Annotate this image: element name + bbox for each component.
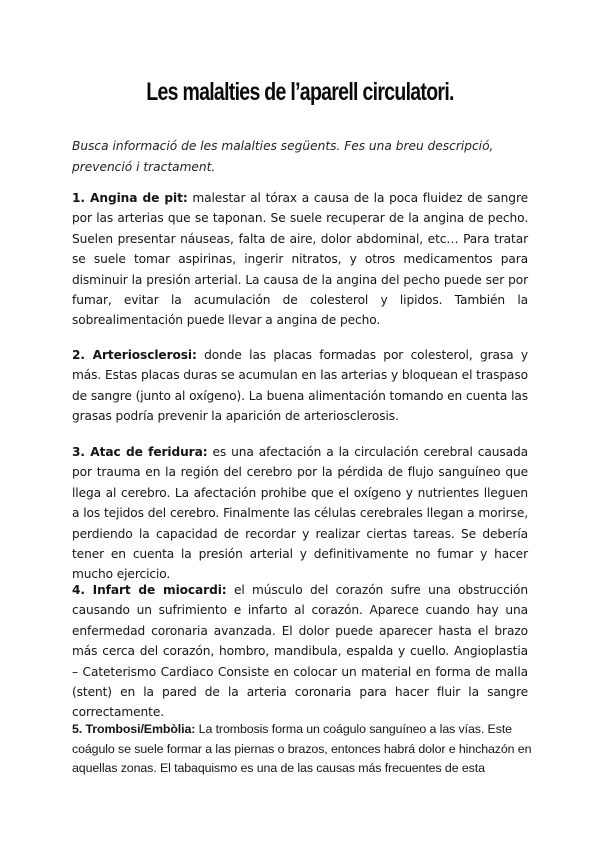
section-heading: 5. Trombosi/Embòlia: [72, 722, 196, 736]
section-heading: 1. Angina de pit: [72, 191, 188, 205]
section-infart-de-miocardi [72, 580, 528, 723]
section-body: La trombosis forma un coágulo sanguíneo a las vías. Este coágulo se suele formar a las piernas o brazos, entonces habrá dolor e hinchazón en aquellas zonas. El tabaquismo es una de las causas más frecuentes de esta [72, 722, 532, 776]
section-heading: 3. Atac de feridura: [72, 445, 208, 459]
section-trombosi-embolia [72, 720, 532, 779]
section-body: es una afectación a la circulación cerebral causada por trauma en la región del cerebro por la pérdida de flujo sanguíneo que llega al cerebro. La afectación prohibe que el oxígeno y nutrientes lleguen a los tejidos del cerebro. Finalmente las células cerebrales llegan a morirse, perdiendo la capacidad de recordar y realizar ciertas tareas. Se debería tener en cuenta la presión arterial y definitivamente no fumar y hacer mucho ejercicio. [72, 445, 528, 582]
instructions-text: Busca informació de les malalties següents. Fes una breu descripció, prevenció i tractament. [72, 139, 494, 174]
section-body: el músculo del corazón sufre una obstrucción causando un sufrimiento e infarto al corazón. Aparece cuando hay una enfermedad coronaria avanzada. El dolor puede aparecer hasta el brazo más cerca del corazón, hombro, mandibula, espalda y cuello. Angioplastia – Cateterismo Cardiaco Consiste en colocar un material en forma de malla (stent) en la pared de la arteria coronaria para hacer fluir la sangre correctamente. [72, 583, 529, 720]
section-body: malestar al tórax a causa de la poca fluidez de sangre por las arterias que se taponan. Se suele recuperar de la angina de pecho. Suelen presentar náuseas, falta de aire, dolor abdominal, etc… Para tratar se suele tomar aspirinas, ingerir nitratos, y otros medicamentos para disminuir la presión arterial. La causa de la angina del pecho puede ser por fumar, evitar la acumulación de colesterol y lipidos. También la sobrealimentación puede llevar a angina de pecho. [72, 191, 528, 328]
page-title: Les malalties de l’aparell circulatori. [146, 78, 454, 106]
section-heading: 4. Infart de miocardi: [72, 583, 227, 597]
section-atac-de-feridura [72, 442, 528, 585]
section-arteriosclerosi [72, 345, 528, 427]
section-heading: 2. Arteriosclerosi: [72, 348, 197, 362]
section-body: donde las placas formadas por colesterol, grasa y más. Estas placas duras se acumulan en las arterias y bloquean el traspaso de sangre (junto al oxígeno). La buena alimentación tomando en cuenta las grasas podría prevenir la aparición de arteriosclerosis. [72, 348, 528, 424]
section-angina-de-pit [72, 188, 528, 331]
